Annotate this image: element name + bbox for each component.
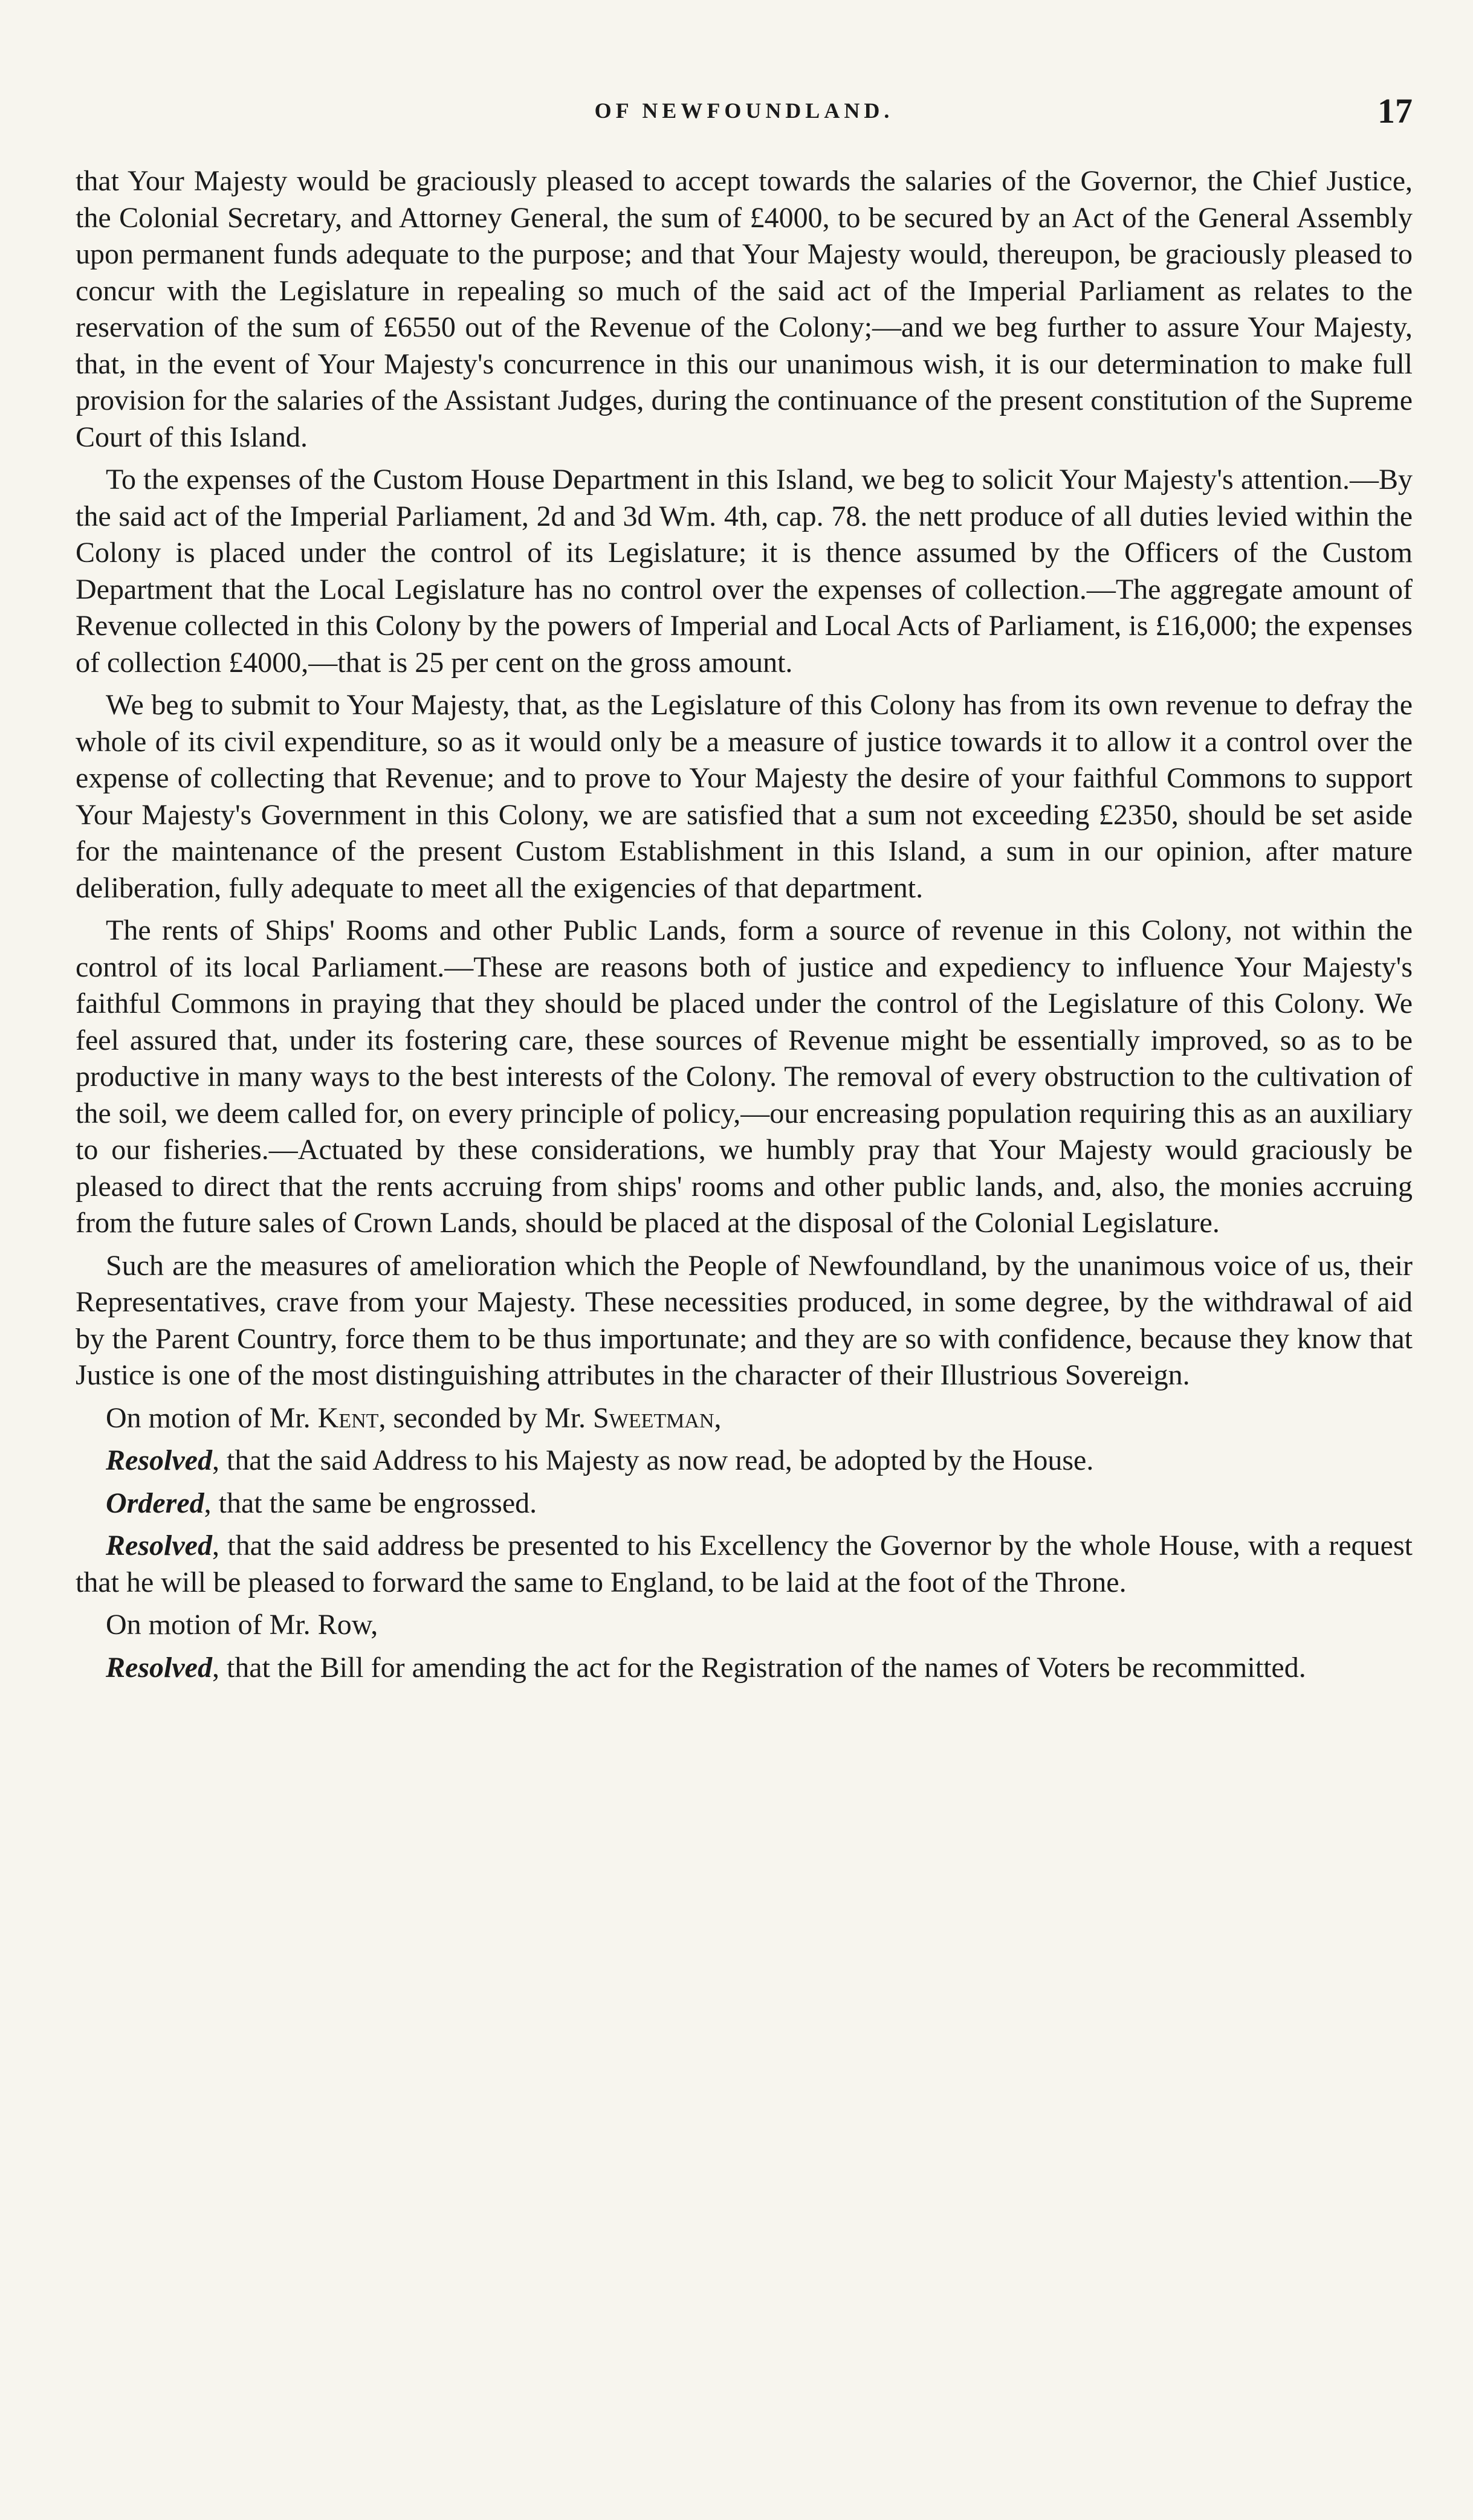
resolution-keyword: Ordered — [106, 1487, 204, 1519]
motion-kent — [76, 1400, 1413, 1437]
resolution-keyword: Resolved — [106, 1651, 212, 1684]
body-text — [76, 163, 1413, 1686]
motion-middle: , seconded by Mr. — [378, 1401, 594, 1434]
mover-name: Kent — [317, 1401, 379, 1434]
seconder-name: Sweetman — [593, 1401, 714, 1434]
page-header — [76, 91, 1413, 139]
resolution-text: , that the said Address to his Majesty as now read, be adopted by the House. — [212, 1444, 1094, 1476]
resolution-keyword: Resolved — [106, 1530, 212, 1562]
paragraph-salaries: that Your Majesty would be graciously pleased to accept towards the salaries of the Governor, the Chief Justice, the Colonial Secretary, and Attorney General, the sum of £4000, to be secured by an Act of the General Assembly upon permanent funds adequate to the purpose; and that Your Majesty would, thereupon, be graciously pleased to concur with the Legislature in repealing so much of the said act of the Imperial Parliament as relates to the reservation of the sum of £6550 out of the Revenue of the Colony;—and we beg further to assure Your Majesty, that, in the event of Your Majesty's concurrence in this our unanimous wish, it is our determination to make full provision for the salaries of the Assistant Judges, during the continuance of the present constitution of the Supreme Court of this Island. — [76, 165, 1413, 453]
resolution-presented — [76, 1528, 1413, 1601]
resolution-adopted — [76, 1443, 1413, 1479]
resolution-text: , that the same be engrossed. — [204, 1487, 537, 1519]
page-number: 17 — [1377, 91, 1413, 131]
motion-row: On motion of Mr. Row, — [106, 1609, 378, 1641]
motion-prefix: On motion of Mr. — [106, 1401, 318, 1434]
paragraph-ships-rooms: The rents of Ships' Rooms and other Public Lands, form a source of revenue in this Colony, not within the control of its local Parliament.—These are reasons both of justice and expediency to influence Your Majesty's faithful Commons in praying that they should be placed under the control of the Legislature of this Colony. We feel assured that, under its fostering care, these sources of Revenue might be essentially improved, so as to be productive in many ways to the best interests of the Colony. The removal of every obstruction to the cultivation of the soil, we deem called for, on every principle of policy,—our encreasing population requiring this as an auxiliary to our fisheries.—Actuated by these considerations, we humbly pray that Your Majesty would graciously be pleased to direct that the rents accruing from ships' rooms and other public lands, and, also, the monies accruing from the future sales of Crown Lands, should be placed at the disposal of the Colonial Legislature. — [76, 914, 1413, 1239]
resolution-text: , that the said address be presented to his Excellency the Governor by the whole House, with a request that he will be pleased to forward the same to England, to be laid at the foot of the Throne. — [76, 1530, 1413, 1598]
running-title: OF NEWFOUNDLAND. — [594, 99, 894, 123]
paragraph-custom-house: To the expenses of the Custom House Department in this Island, we beg to solicit Your Majesty's attention.—By the said act of the Imperial Parliament, 2d and 3d Wm. 4th, cap. 78. the nett produce of all duties levied within the Colony is placed under the control of its Legislature; it is thence assumed by the Officers of the Custom Department that the Local Legislature has no control over the expenses of collection.—The aggregate amount of Revenue collected in this Colony by the powers of Imperial and Local Acts of Parliament, is £16,000; the expenses of collection £4000,—that is 25 per cent on the gross amount. — [76, 464, 1413, 679]
resolution-recommitted — [76, 1650, 1413, 1687]
motion-suffix: , — [714, 1401, 722, 1434]
resolution-keyword: Resolved — [106, 1444, 212, 1476]
paragraph-collection-expense: We beg to submit to Your Majesty, that, as the Legislature of this Colony has from its own revenue to defray the whole of its civil expenditure, so as it would only be a measure of justice towards it to allow it a control over the expense of collecting that Revenue; and to prove to Your Majesty the desire of your faithful Commons to support Your Majesty's Government in this Colony, we are satisfied that a sum not exceeding £2350, should be set aside for the maintenance of the present Custom Establishment in this Island, a sum in our opinion, after mature deliberation, fully adequate to meet all the exigencies of that department. — [76, 689, 1413, 904]
resolution-text: , that the Bill for amending the act for the Registration of the names of Voters be recommitted. — [212, 1651, 1306, 1684]
resolution-engrossed — [76, 1485, 1413, 1522]
paragraph-amelioration: Such are the measures of amelioration which the People of Newfoundland, by the unanimous voice of us, their Representatives, crave from your Majesty. These necessities produced, in some degree, by the withdrawal of aid by the Parent Country, force them to be thus importunate; and they are so with confidence, because they know that Justice is one of the most distinguishing attributes in the character of their Illustrious Sovereign. — [76, 1249, 1413, 1391]
